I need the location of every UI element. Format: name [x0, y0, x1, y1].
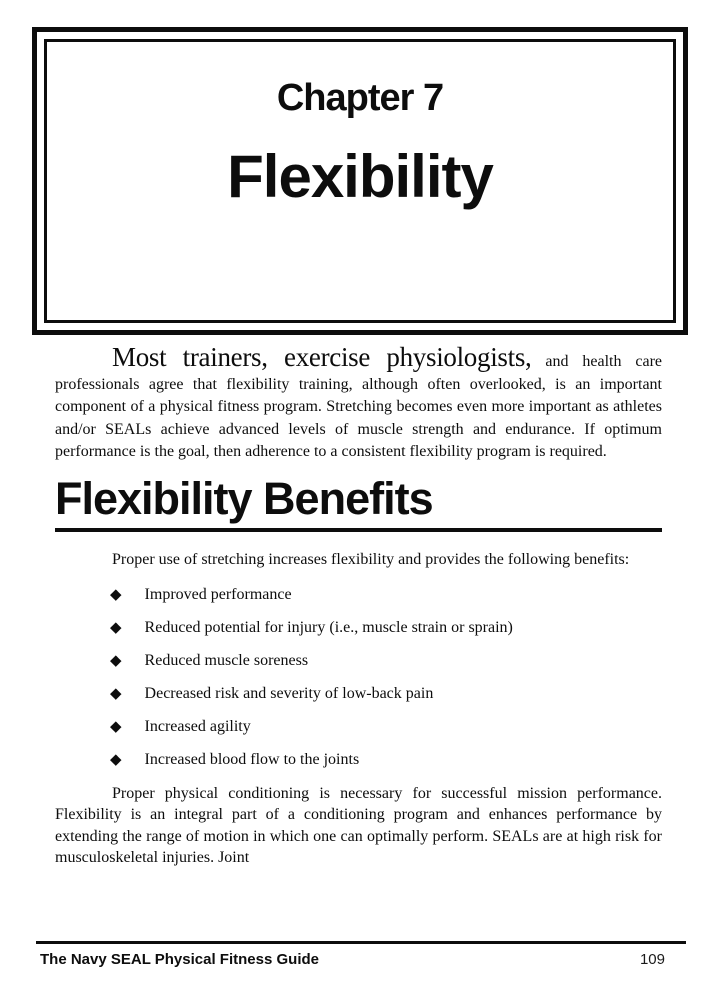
intro-lead-phrase: Most trainers, exercise physiologists, [112, 342, 532, 372]
benefits-list [55, 585, 662, 770]
diamond-bullet-icon: ◆ [110, 619, 122, 636]
page-footer [40, 951, 665, 968]
list-item [55, 618, 662, 638]
diamond-bullet-icon: ◆ [110, 685, 122, 702]
list-item [55, 651, 662, 671]
benefits-intro-paragraph: Proper use of stretching increases flexibility and provides the following benefits: [112, 551, 630, 569]
footer-page-number: 109 [639, 951, 665, 968]
list-item [55, 585, 662, 605]
diamond-bullet-icon: ◆ [110, 586, 122, 603]
list-item [55, 684, 662, 704]
chapter-title-box [32, 27, 688, 335]
closing-paragraph: Proper physical conditioning is necessary for successful mission performance. Flexibility is an integral part of a conditioning program and enhances performance by extending the range of motion in which one can optimally perform. SEALs are at high risk for musculoskeletal injuries. Joint [55, 784, 662, 866]
section-heading: Flexibility Benefits [55, 472, 433, 524]
benefit-text: Increased blood flow to the joints [144, 750, 360, 768]
heading-rule [55, 528, 662, 532]
chapter-title: Flexibility [227, 142, 493, 210]
diamond-bullet-icon: ◆ [110, 751, 122, 768]
diamond-bullet-icon: ◆ [110, 718, 122, 735]
benefit-text: Decreased risk and severity of low-back pain [144, 684, 434, 702]
page-body [55, 344, 662, 868]
intro-rest-text: and health care professionals agree that flexibility training, although often overlooked, is an important component of a physical fitness program. Stretching becomes even more important as athletes and/or SEALs achieve advanced levels of muscle strength and endurance. If optimum performance is the goal, then adherence to a consistent flexibility program is required. [55, 353, 663, 460]
list-item [55, 750, 662, 770]
diamond-bullet-icon: ◆ [110, 652, 122, 669]
footer-rule [36, 941, 686, 944]
benefit-text: Increased agility [144, 717, 251, 735]
chapter-title-box-inner [44, 39, 676, 323]
benefit-text: Improved performance [144, 585, 292, 603]
benefit-text: Reduced muscle soreness [144, 651, 309, 669]
benefit-text: Reduced potential for injury (i.e., muscle strain or sprain) [144, 618, 513, 636]
intro-paragraph [55, 344, 662, 464]
footer-book-title: The Navy SEAL Physical Fitness Guide [40, 951, 319, 968]
list-item [55, 717, 662, 737]
chapter-number: Chapter 7 [276, 77, 444, 119]
